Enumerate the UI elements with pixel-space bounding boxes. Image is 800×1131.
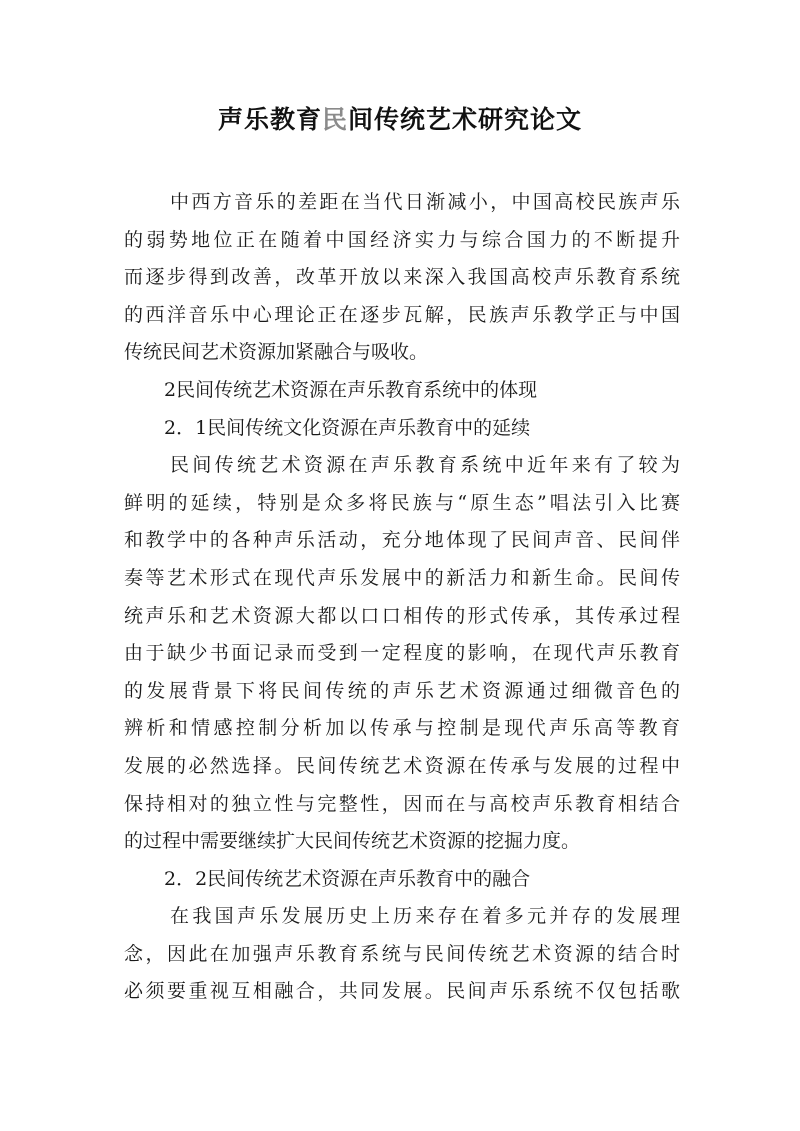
title-text-part1: 声乐教育 xyxy=(217,105,322,134)
paragraph-line: 民间传统艺术资源在声乐教育系统中近年来有了较为 xyxy=(170,454,680,477)
document-title xyxy=(0,100,800,136)
paragraph-line: 辨析和情感控制分析加以传承与控制是现代声乐高等教育 xyxy=(124,717,680,740)
paragraph-line: 统声乐和艺术资源大都以口口相传的形式传承，其传承过程 xyxy=(124,604,680,627)
paragraph-line: 由于缺少书面记录而受到一定程度的影响，在现代声乐教育 xyxy=(124,642,680,665)
paragraph-line: 发展的必然选择。民间传统艺术资源在传承与发展的过程中 xyxy=(124,754,680,777)
paragraph-line: 奏等艺术形式在现代声乐发展中的新活力和新生命。民间传 xyxy=(124,566,680,589)
paragraph-line: 中西方音乐的差距在当代日渐减小，中国高校民族声乐 xyxy=(170,191,680,213)
title-text-part2: 间传统艺术研究论文 xyxy=(348,105,583,134)
paragraph-line: 保持相对的独立性与完整性，因而在与高校声乐教育相结合 xyxy=(124,792,680,815)
paragraph-line: 的弱势地位正在随着中国经济实力与综合国力的不断提升 xyxy=(124,228,680,251)
paragraph-line: 的发展背景下将民间传统的声乐艺术资源通过细微音色的 xyxy=(124,679,680,702)
paragraph-line: 的过程中需要继续扩大民间传统艺术资源的挖掘力度。 xyxy=(124,830,581,853)
paragraph-line: 在我国声乐发展历史上历来存在着多元并存的发展理 xyxy=(170,905,680,928)
paragraph-line: 的西洋音乐中心理论正在逐步瓦解，民族声乐教学正与中国 xyxy=(124,303,680,326)
title-text-highlight: 民 xyxy=(321,105,348,134)
paragraph-line: 和教学中的各种声乐活动，充分地体现了民间声音、民间伴 xyxy=(124,529,680,552)
paragraph-line: 传统民间艺术资源加紧融合与吸收。 xyxy=(124,341,429,364)
subsection-heading: 2．2民间传统艺术资源在声乐教育中的融合 xyxy=(164,867,531,890)
paragraph-line: 而逐步得到改善，改革开放以来深入我国高校声乐教育系统 xyxy=(124,266,680,289)
paragraph-line: 念，因此在加强声乐教育系统与民间传统艺术资源的结合时 xyxy=(124,942,680,965)
document-body xyxy=(124,184,680,1011)
paragraph-line: 鲜明的延续，特别是众多将民族与“原生态”唱法引入比赛 xyxy=(124,491,680,514)
subsection-heading: 2．1民间传统文化资源在声乐教育中的延续 xyxy=(164,416,531,439)
paragraph-line: 必须要重视互相融合，共同发展。民间声乐系统不仅包括歌 xyxy=(124,980,680,1003)
section-heading: 2民间传统艺术资源在声乐教育系统中的体现 xyxy=(164,378,538,401)
